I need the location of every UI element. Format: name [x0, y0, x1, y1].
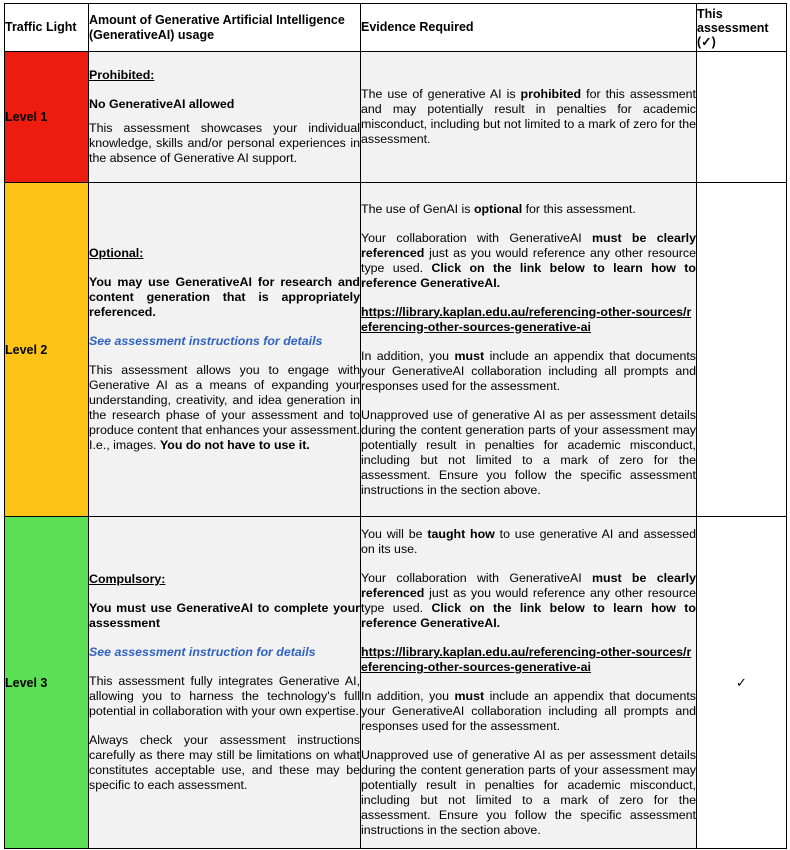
level-3-reference-link[interactable]: https://library.kaplan.edu.au/referencing-other-sources/referencing-other-sources-generative-ai: [361, 645, 692, 674]
header-traffic-light: Traffic Light: [5, 4, 89, 52]
level-3-ev-p1-post: to use generative AI and assessed on its use.: [361, 527, 696, 556]
level-3-ev-p1-bold: taught how: [427, 527, 495, 541]
level-3-ev-p4-pre: In addition, you: [361, 689, 455, 703]
level-2-ev-p2-pre: Your collaboration with GenerativeAI: [361, 230, 592, 245]
level-3-ev-p2-bold2: Click on the link below to learn how to reference GenerativeAI.: [361, 601, 696, 630]
level-2-ev-p1-bold: optional: [473, 201, 523, 216]
level-3-evidence-p1: [361, 527, 696, 557]
level-3-instructions-link: See assessment instruction for details: [89, 645, 316, 659]
level-2-reference-link[interactable]: https://library.kaplan.edu.au/referencing-other-sources/referencing-other-sources-generative-ai: [361, 304, 692, 334]
level-2-ev-p4-post: include an appendix that documents your GenerativeAI collaboration including all prompts and responses used for the assessment.: [361, 348, 696, 393]
level-3-evidence: [361, 517, 697, 849]
level-2-instructions-link: See assessment instructions for details: [89, 334, 323, 348]
level-3-description: [89, 517, 361, 849]
row-level-3: [5, 517, 787, 849]
level-2-check-cell: [697, 183, 787, 517]
level-3-check-cell: [697, 517, 787, 849]
level-1-cell: Level 1: [5, 52, 89, 183]
genai-usage-table: [4, 3, 787, 849]
level-2-evidence-p4: [361, 349, 696, 394]
level-2-body: [89, 363, 360, 453]
level-2-heading: Optional:: [89, 246, 144, 260]
level-1-body: This assessment showcases your individual knowledge, skills and/or personal experiences in the absence of Generative AI support.: [89, 121, 360, 165]
level-1-evidence-pre: The use of generative AI is: [361, 87, 521, 101]
level-1-description: [89, 52, 361, 183]
level-2-evidence-p5: Unapproved use of generative AI as per assessment details during the content generation parts of your assessment may potentially result in penalties for academic misconduct, including but not limited to a mark of zero for the assessment. Ensure you follow the specific assessment instructions in the section above.: [361, 407, 696, 497]
level-1-subheading: No GenerativeAI allowed: [89, 97, 235, 111]
level-2-ev-p4-bold: must: [454, 348, 485, 363]
level-2-subheading: You may use GenerativeAI for research and content generation that is appropriately referenced.: [89, 275, 360, 319]
level-2-cell: Level 2: [5, 183, 89, 517]
header-this-assessment: This assessment (✓): [697, 4, 787, 52]
level-3-cell: Level 3: [5, 517, 89, 849]
header-evidence: Evidence Required: [361, 4, 697, 52]
level-1-evidence-bold: prohibited: [520, 87, 582, 101]
row-level-2: [5, 183, 787, 517]
level-2-ev-p4-pre: In addition, you: [361, 348, 455, 363]
level-3-heading: Compulsory:: [89, 572, 166, 586]
row-level-1: [5, 52, 787, 183]
level-3-body2: Always check your assessment instructions carefully as there may still be limitations on what constitutes acceptable use, and these may be specific to each assessment.: [89, 733, 360, 792]
level-2-evidence: [361, 183, 697, 517]
level-1-check-cell: [697, 52, 787, 183]
level-3-body: This assessment fully integrates Generative AI, allowing you to harness the technology's full potential in collaboration with your own expertise.: [89, 674, 360, 718]
level-2-ev-p2-mid: just as you would reference any other resource type used.: [361, 245, 696, 275]
level-3-ev-p2-pre: Your collaboration with GenerativeAI: [361, 571, 592, 585]
level-2-evidence-p2: [361, 231, 696, 291]
check-mark-icon: ✓: [736, 674, 747, 690]
level-2-body-bold: You do not have to use it.: [159, 438, 310, 452]
level-2-body-text: This assessment allows you to engage with Generative AI as a means of expanding your understanding, creativity, and idea generation in the research phase of your assessment and to produce content that enhances your assessment. I.e., images.: [89, 363, 360, 452]
level-2-evidence-p1: [361, 202, 696, 217]
level-1-evidence: [361, 52, 697, 183]
level-3-evidence-p4: [361, 689, 696, 734]
level-3-evidence-p2: [361, 571, 696, 631]
level-1-evidence-post: for this assessment and may potentially result in penalties for academic misconduct, including but not limited to a mark of zero for the assessment.: [361, 87, 696, 146]
level-3-subheading: You must use GenerativeAI to complete your assessment: [89, 601, 360, 630]
level-3-ev-p2-bold1: must be clearly referenced: [361, 571, 696, 600]
level-2-ev-p1-pre: The use of GenAI is: [361, 201, 474, 216]
header-usage-amount: [89, 4, 361, 52]
level-2-description: [89, 183, 361, 517]
level-3-ev-p4-post: include an appendix that documents your GenerativeAI collaboration including all prompts and responses used for the assessment.: [361, 689, 696, 733]
level-2-ev-p1-post: for this assessment.: [522, 201, 636, 216]
level-3-ev-p4-bold: must: [454, 689, 485, 703]
level-2-ev-p2-bold1: must be clearly referenced: [361, 230, 696, 260]
level-3-ev-p2-mid: just as you would reference any other resource type used.: [361, 586, 696, 615]
level-1-heading: Prohibited:: [89, 68, 155, 82]
level-3-ev-p1-pre: You will be: [361, 527, 428, 541]
header-row: [5, 4, 787, 52]
level-2-ev-p2-bold2: Click on the link below to learn how to reference GenerativeAI.: [361, 260, 696, 290]
level-3-evidence-p5: Unapproved use of generative AI as per assessment details during the content generation parts of your assessment may potentially result in penalties for academic misconduct, including but not limited to a mark of zero for the assessment. Ensure you follow the specific assessment instructions in the section above.: [361, 748, 696, 837]
header-usage-text: Amount of Generative Artificial Intelligence (GenerativeAI) usage: [89, 12, 345, 42]
